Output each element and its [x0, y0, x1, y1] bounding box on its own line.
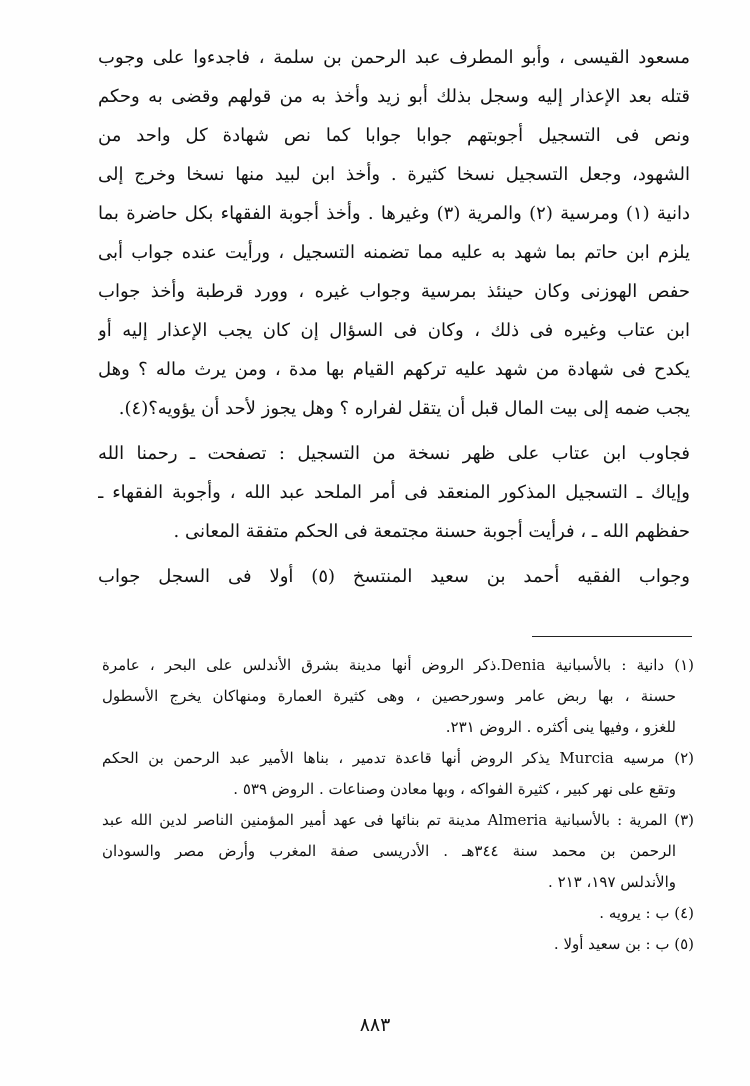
- main-text: [98, 38, 690, 596]
- paragraph-1: [98, 38, 690, 428]
- footnote-3: [102, 805, 694, 898]
- footnote-line: (٤) ب : يرويه .: [599, 904, 694, 922]
- footnote-2: [102, 743, 694, 805]
- footnote-line: (٢) مرسيه Murcia يذكر الروض أنها قاعدة تدمير ، بناها الأمير عبد الرحمن بن الحكم: [102, 749, 694, 767]
- footnote-line: (١) دانية : بالأسبانية Denia.ذكر الروض أنها مدينة بشرق الأندلس على البحر ، عامرة: [102, 656, 694, 674]
- text-line: وإياك ـ التسجيل المذكور المنعقد فى أمر الملحد عبد الله ، وأجوبة الفقهاء ـ: [98, 482, 690, 503]
- text-line: دانية (١) ومرسية (٢) والمرية (٣) وغيرها . وأخذ أجوبة الفقهاء بكل حاضرة بما: [98, 203, 690, 224]
- paragraph-2: [98, 434, 690, 551]
- footnote-line: حسنة ، بها ربض عامر وسورحصين ، وهى كثيرة العمارة ومنهاكان يخرج الأسطول: [102, 687, 676, 705]
- footnote-line: (٣) المرية : بالأسبانية Almeria مدينة تم بنائها فى عهد أمير المؤمنين الناصر لدين الله عبد: [102, 811, 694, 829]
- text-line: يكدح فى شهادة من شهد عليه تركهم القيام بها مدة ، ومن يرث ماله ؟ وهل: [98, 359, 690, 380]
- footnote-5: [102, 929, 694, 960]
- paragraph-3: [98, 557, 690, 596]
- footnote-line: وتقع على نهر كبير ، كثيرة الفواكه ، وبها معادن وصناعات . الروض ٥٣٩ .: [233, 780, 676, 798]
- footnote-4: [102, 898, 694, 929]
- footnote-line: للغزو ، وفيها ينى أكثره . الروض ٢٣١.: [445, 718, 676, 736]
- text-line: حفص الهوزنى وكان حينئذ بمرسية وجواب غيره ، وورد قرطبة وأخذ جواب: [98, 281, 690, 302]
- footnote-line: (٥) ب : بن سعيد أولا .: [553, 935, 694, 953]
- text-line: ونص فى التسجيل أجوبتهم جوابا جوابا كما نص شهادة كل واحد من: [98, 125, 690, 146]
- text-line: مسعود القيسى ، وأبو المطرف عبد الرحمن بن سلمة ، فاجدءوا على وجوب: [98, 47, 690, 68]
- footnote-line: والأندلس ١٩٧، ٢١٣ .: [548, 873, 676, 891]
- footnote-separator: [532, 636, 692, 637]
- text-line: قتله بعد الإعذار إليه وسجل بذلك أبو زيد وأخذ به من قولهم وقضى به وحكم: [98, 86, 690, 107]
- footnote-line: الرحمن بن محمد سنة ٣٤٤هـ . الأدريسى صفة المغرب وأرض مصر والسودان: [102, 842, 676, 860]
- footnote-1: [102, 650, 694, 743]
- footnotes: [102, 650, 694, 960]
- text-line: فجاوب ابن عتاب على ظهر نسخة من التسجيل : تصفحت ـ رحمنا الله: [98, 443, 690, 464]
- text-line: الشهود، وجعل التسجيل نسخا كثيرة . وأخذ ابن لبيد منها نسخا وخرج إلى: [98, 164, 690, 185]
- text-line: يلزم ابن حاتم بما شهد به عليه مما تضمنه التسجيل ، ورأيت عنده جواب أبى: [98, 242, 690, 263]
- text-line: وجواب الفقيه أحمد بن سعيد المنتسخ (٥) أولا فى السجل جواب: [98, 566, 690, 587]
- text-line: ابن عتاب وغيره فى ذلك ، وكان فى السؤال إن كان يجب الإعذار إليه أو: [98, 320, 690, 341]
- page-number: ٨٨٣: [359, 1014, 391, 1036]
- text-line: حفظهم الله ـ ، فرأيت أجوبة حسنة مجتمعة فى الحكم متفقة المعانى .: [173, 521, 690, 542]
- text-line: يجب ضمه إلى بيت المال قبل أن يتقل لفراره ؟ وهل يجوز لأحد أن يؤويه؟(٤).: [118, 398, 690, 419]
